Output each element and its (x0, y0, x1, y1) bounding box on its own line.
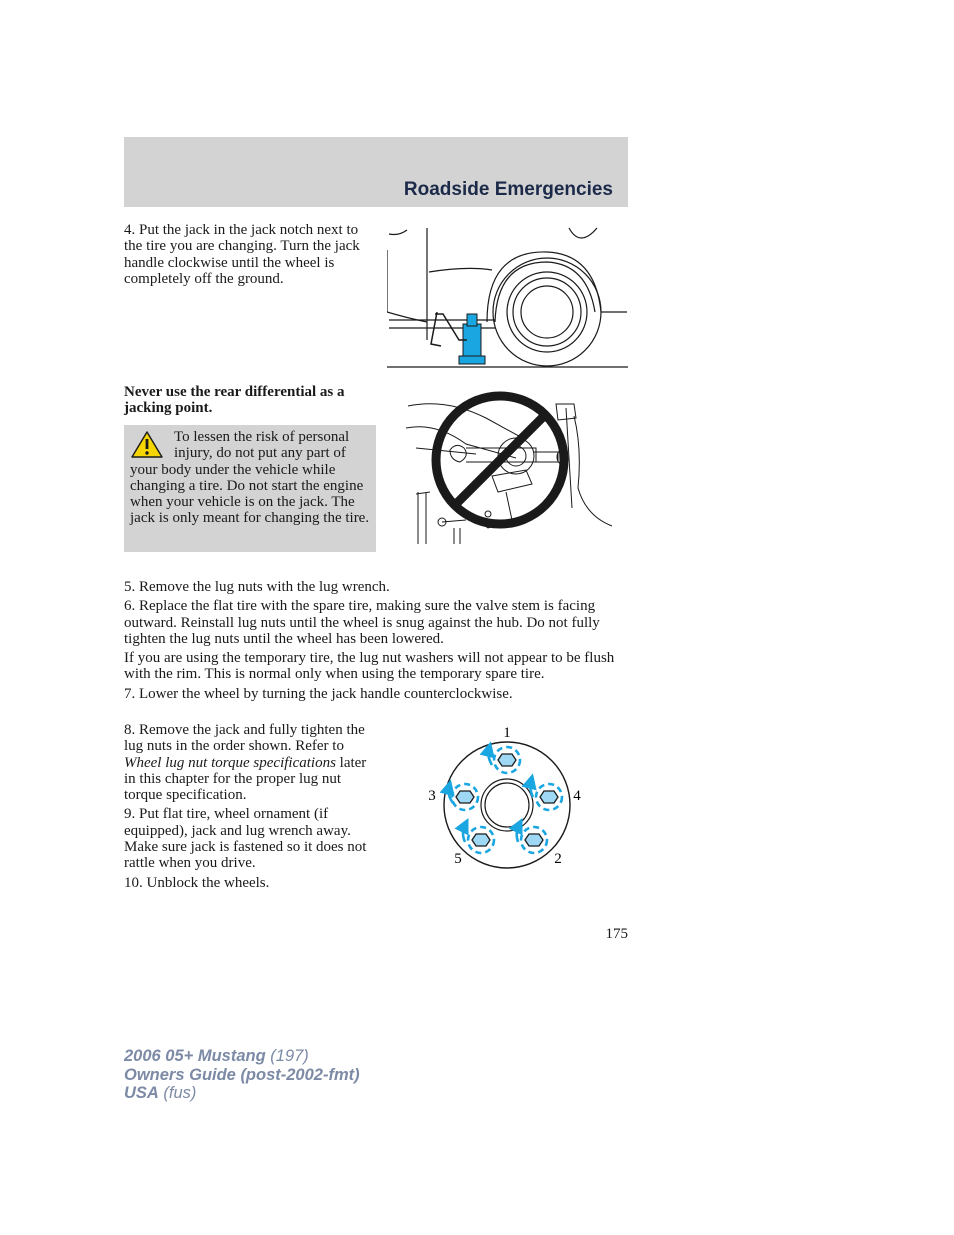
lug-nut-sequence-diagram (425, 725, 585, 873)
lug-nut-3 (456, 791, 474, 803)
footer-model: 2006 05+ Mustang (124, 1047, 266, 1065)
step-8 (124, 722, 376, 803)
arrow-2 (517, 825, 519, 842)
warning-body (130, 429, 370, 527)
section-header-band (124, 137, 628, 207)
no-jacking-differential-illustration (406, 388, 616, 548)
arrow-4 (530, 781, 533, 797)
footer-market-code: (fus) (158, 1084, 197, 1102)
footer-line-3 (124, 1084, 360, 1103)
step-4-text (124, 222, 376, 287)
step-9: 9. Put flat tire, wheel ornament (if equipped), jack and lug wrench away. Make sure jack is fastened so it does not rattle when you drive. (124, 806, 367, 872)
temporary-tire-note: If you are using the temporary tire, the lug nut washers will not appear to be flush with the rim. This is normal only when using the temporary spare tire. (124, 650, 615, 683)
sequence-label-4: 4 (573, 788, 581, 804)
sequence-label-3: 3 (428, 788, 436, 804)
warning-triangle-icon (130, 429, 164, 459)
section-title: Roadside Emergencies (403, 179, 613, 200)
prohibition-slash (454, 414, 546, 506)
steps-5-to-7 (124, 579, 630, 702)
rear-differential-warning: Never use the rear differential as a jacking point. (124, 384, 345, 417)
step-5: 5. Remove the lug nuts with the lug wrench. (124, 579, 390, 595)
arrow-1 (488, 749, 492, 765)
wheel-hub (481, 779, 533, 831)
footer-line-2: Owners Guide (post-2002-fmt) (124, 1065, 360, 1084)
torque-spec-reference: Wheel lug nut torque specifications (124, 754, 336, 771)
warning-text: To lessen the risk of personal injury, do not put any part of your body under the vehicle while changing a tire. Do not start the engine when your vehicle is on the jack. The jack is only meant for changing the tire. (130, 429, 370, 527)
step-4: 4. Put the jack in the jack notch next to the tire you are changing. Turn the jack handle clockwise until the wheel is completely off the ground. (124, 222, 360, 287)
step-8-intro: 8. Remove the jack and fully tighten the lug nuts in the order shown. Refer to (124, 722, 365, 755)
step-7: 7. Lower the wheel by turning the jack handle counterclockwise. (124, 685, 513, 702)
document-footer (124, 1047, 360, 1103)
steps-8-to-10 (124, 722, 376, 891)
sequence-label-2: 2 (554, 851, 562, 867)
warning-box (124, 425, 376, 552)
step-6: 6. Replace the flat tire with the spare tire, making sure the valve stem is facing outward. Reinstall lug nuts until the wheel is snug against the hub. Do not fully tighten the lug nuts until the wheel has been lowered. (124, 598, 600, 647)
warning-icon-holder (130, 429, 174, 461)
hub-inner (485, 783, 529, 827)
page-number: 175 (605, 926, 628, 942)
jack-placement-illustration (387, 222, 629, 370)
arrow-5 (463, 825, 465, 842)
lug-nut-1 (498, 754, 516, 766)
lug-nut-2 (525, 834, 543, 846)
sequence-label-5: 5 (454, 851, 462, 867)
lug-nut-5 (472, 834, 490, 846)
footer-model-code: (197) (265, 1047, 309, 1065)
footer-line-1 (124, 1047, 360, 1066)
lug-nut-4 (540, 791, 558, 803)
step-8-outro: later in this chapter for the proper lug nut torque specification. (124, 754, 367, 804)
sequence-label-1: 1 (503, 725, 511, 741)
footer-market: USA (124, 1084, 159, 1102)
step-10: 10. Unblock the wheels. (124, 874, 270, 891)
